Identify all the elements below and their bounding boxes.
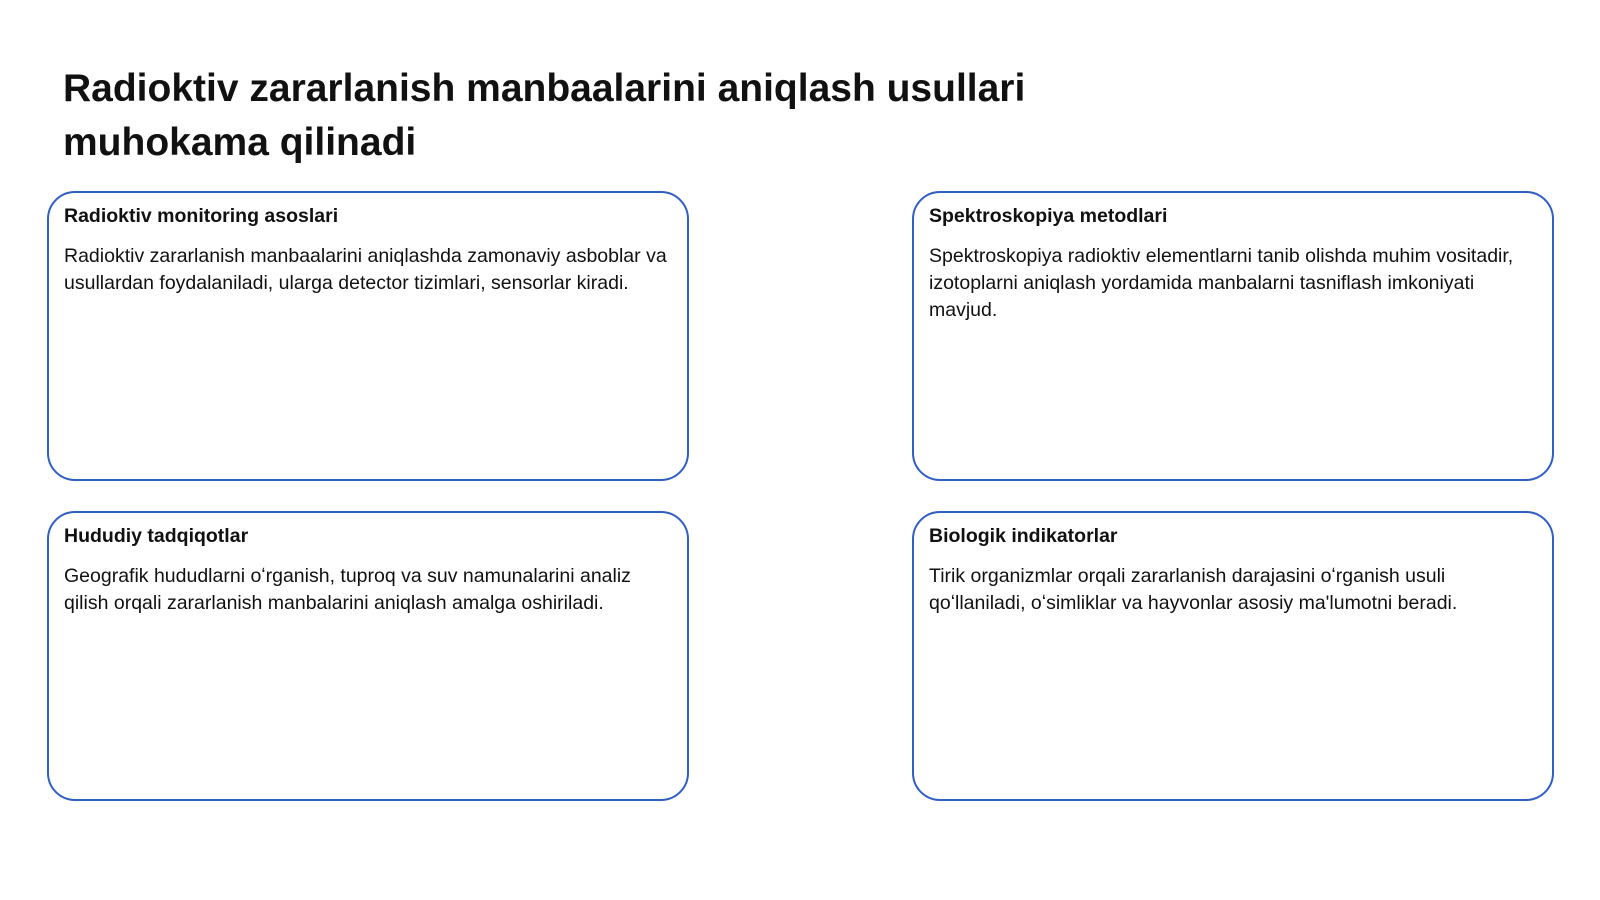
card-spectroscopy-methods xyxy=(912,191,1554,481)
card-heading: Biologik indikatorlar xyxy=(929,525,1118,547)
card-heading: Spektroskopiya metodlari xyxy=(929,205,1168,227)
card-regional-research xyxy=(47,511,689,801)
card-text: Geografik hududlarni oʻrganish, tuproq va suv namunalarini analiz qilish orqali zararlanish manbalarini aniqlash amalga oshiriladi. xyxy=(64,565,631,614)
card-text: Tirik organizmlar orqali zararlanish darajasini oʻrganish usuli qoʻllaniladi, oʻsimliklar va hayvonlar asosiy ma'lumotni beradi. xyxy=(929,565,1458,614)
slide-title: Radioktiv zararlanish manbaalarini aniqlash usullari muhokama qilinadi xyxy=(63,67,1026,164)
card-heading: Radioktiv monitoring asoslari xyxy=(64,205,339,227)
card-radioactive-monitoring xyxy=(47,191,689,481)
card-biological-indicators xyxy=(912,511,1554,801)
card-heading: Hududiy tadqiqotlar xyxy=(64,525,249,547)
card-text: Radioktiv zararlanish manbaalarini aniqlashda zamonaviy asboblar va usullardan foydalaniladi, ularga detector tizimlari, sensorlar kiradi. xyxy=(64,245,667,294)
card-text: Spektroskopiya radioktiv elementlarni tanib olishda muhim vositadir, izotoplarni aniqlash yordamida manbalarni tasniflash imkoniyati mavjud. xyxy=(929,245,1514,321)
